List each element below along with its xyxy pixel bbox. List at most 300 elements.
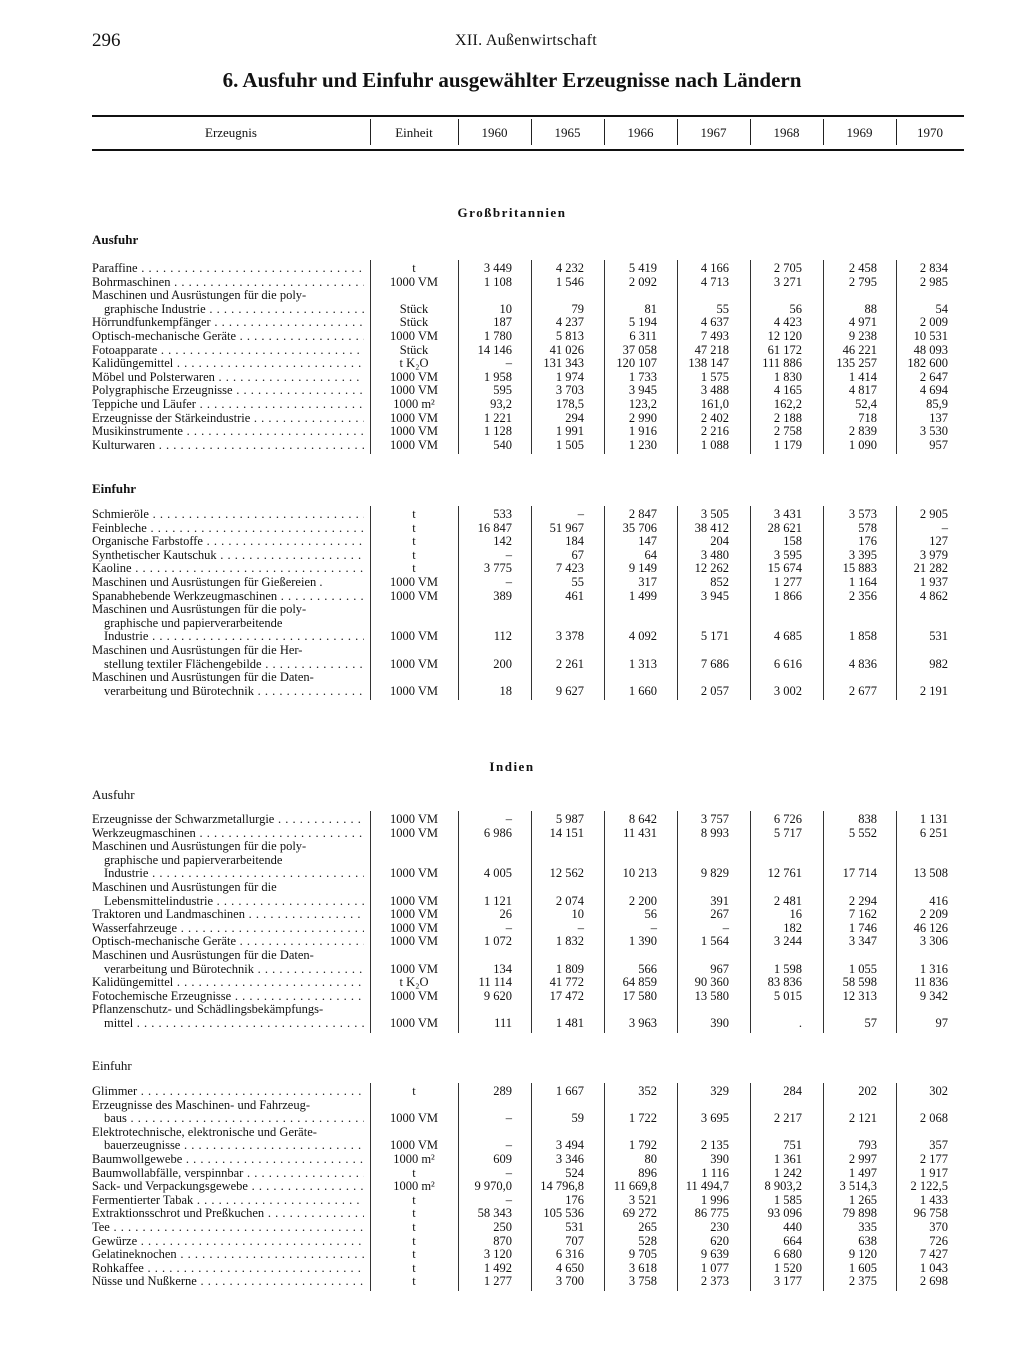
row-label-line: Feinbleche . . . bbox=[92, 522, 364, 536]
row-value: 147 bbox=[638, 534, 657, 549]
row-value: 2 905 bbox=[919, 507, 948, 521]
row-label-line: Baumwollgewebe . . . bbox=[92, 1153, 364, 1167]
column-divider bbox=[370, 1083, 371, 1291]
column-divider bbox=[823, 260, 824, 454]
row-value: 5 419 bbox=[628, 261, 657, 275]
column-divider bbox=[531, 506, 532, 700]
row-value: 37 058 bbox=[622, 342, 657, 357]
row-value: 2 074 bbox=[555, 893, 584, 908]
page-number: 296 bbox=[92, 30, 121, 51]
row-value: 56 bbox=[644, 907, 657, 922]
column-header-year: 1965 bbox=[554, 125, 581, 140]
row-value: 3 758 bbox=[628, 1274, 657, 1289]
row-value: 2 677 bbox=[848, 683, 877, 698]
row-value: 4 237 bbox=[555, 315, 584, 330]
table-row bbox=[92, 330, 964, 344]
row-value: 1 242 bbox=[773, 1165, 802, 1180]
row-value: 6 316 bbox=[555, 1247, 584, 1262]
row-value: 182 bbox=[783, 920, 802, 935]
row-value: 69 272 bbox=[622, 1206, 657, 1221]
row-value: 1 917 bbox=[919, 1165, 948, 1180]
row-value: 3 945 bbox=[700, 588, 729, 603]
row-value: 1 605 bbox=[848, 1260, 877, 1275]
row-value: 1 433 bbox=[919, 1192, 948, 1207]
row-value: 3 494 bbox=[555, 1138, 584, 1153]
column-divider bbox=[604, 260, 605, 454]
row-value: 61 172 bbox=[767, 342, 802, 357]
header-divider bbox=[677, 119, 678, 145]
row-unit: t bbox=[412, 1247, 416, 1262]
row-value: 88 bbox=[864, 301, 877, 316]
row-value: 3 505 bbox=[700, 507, 729, 521]
row-value: 6 680 bbox=[773, 1247, 802, 1262]
row-value: 357 bbox=[929, 1138, 948, 1153]
row-unit: 1000 VM bbox=[389, 410, 439, 425]
row-unit: 1000 VM bbox=[389, 629, 439, 644]
row-label bbox=[92, 412, 364, 426]
row-value: 4 005 bbox=[483, 866, 512, 881]
row-unit: Stück bbox=[399, 315, 429, 330]
row-label bbox=[92, 316, 364, 330]
row-value: 3 002 bbox=[773, 683, 802, 698]
row-unit: 1000 m² bbox=[393, 397, 435, 411]
row-value: 5 717 bbox=[773, 825, 802, 840]
column-divider bbox=[458, 506, 459, 700]
row-value: 200 bbox=[493, 656, 512, 671]
row-unit: t bbox=[412, 1274, 416, 1289]
row-unit: 1000 VM bbox=[389, 383, 439, 398]
row-value: 1 830 bbox=[773, 369, 802, 384]
row-unit: t K₂O bbox=[399, 356, 429, 371]
row-label-line: Traktoren und Landmaschinen . . . bbox=[92, 908, 364, 922]
table-row bbox=[92, 1275, 964, 1289]
row-label-line: Maschinen und Ausrüstungen für Gießereien . bbox=[92, 576, 323, 589]
row-label bbox=[92, 881, 364, 908]
row-value: 2 705 bbox=[773, 261, 802, 275]
row-value: 335 bbox=[858, 1220, 877, 1234]
row-value: 1 179 bbox=[773, 437, 802, 452]
row-value: 10 bbox=[499, 301, 512, 316]
row-value: 707 bbox=[565, 1233, 584, 1248]
column-divider bbox=[896, 260, 897, 454]
row-value: 18 bbox=[499, 683, 512, 698]
table-row bbox=[92, 1167, 964, 1181]
row-label-line: Baumwollabfälle, verspinnbar . . . bbox=[92, 1167, 364, 1181]
row-value: 1 316 bbox=[919, 961, 948, 976]
table-row bbox=[92, 840, 964, 881]
row-value: 9 829 bbox=[700, 866, 729, 881]
column-divider bbox=[531, 1083, 532, 1291]
column-divider bbox=[458, 811, 459, 1033]
row-label bbox=[92, 289, 364, 316]
row-value: 2 847 bbox=[628, 507, 657, 521]
row-value: 10 531 bbox=[913, 329, 948, 343]
row-unit: t bbox=[412, 1206, 416, 1221]
row-value: 1 072 bbox=[483, 934, 512, 949]
row-unit: 1000 VM bbox=[389, 825, 439, 840]
row-value: 1 390 bbox=[628, 934, 657, 949]
row-value: 6 616 bbox=[773, 656, 802, 671]
row-value: – bbox=[577, 507, 584, 521]
row-value: 1 916 bbox=[628, 424, 657, 439]
row-unit: 1000 VM bbox=[389, 424, 439, 439]
row-value: 93,2 bbox=[490, 397, 512, 411]
table-row bbox=[92, 1262, 964, 1276]
row-value: 1 361 bbox=[773, 1152, 802, 1166]
row-value: 3 271 bbox=[773, 274, 802, 289]
header-divider bbox=[750, 119, 751, 145]
column-divider bbox=[677, 1083, 678, 1291]
table-row bbox=[92, 813, 964, 827]
row-value: 1 108 bbox=[483, 274, 512, 289]
row-unit: 1000 VM bbox=[389, 683, 439, 698]
row-unit: 1000 VM bbox=[389, 934, 439, 949]
row-value: 85,9 bbox=[926, 397, 948, 411]
row-value: 967 bbox=[710, 961, 729, 976]
header-divider bbox=[370, 119, 371, 145]
row-label-line: Wasserfahrzeuge . . . bbox=[92, 922, 364, 936]
row-value: 1 481 bbox=[555, 1015, 584, 1030]
row-value: 176 bbox=[565, 1192, 584, 1207]
row-label bbox=[92, 439, 364, 453]
row-value: 1 088 bbox=[700, 437, 729, 452]
row-value: 1 090 bbox=[848, 437, 877, 452]
row-value: 1 937 bbox=[919, 575, 948, 589]
row-value: 1 809 bbox=[555, 961, 584, 976]
row-unit: t bbox=[412, 1233, 416, 1248]
row-value: 250 bbox=[493, 1220, 512, 1234]
row-value: 391 bbox=[710, 893, 729, 908]
row-value: 187 bbox=[493, 315, 512, 330]
row-value: 2 122,5 bbox=[910, 1179, 948, 1194]
row-value: 265 bbox=[638, 1220, 657, 1234]
row-value: 2 261 bbox=[555, 656, 584, 671]
row-unit: 1000 VM bbox=[389, 437, 439, 452]
row-label-line: Maschinen und Ausrüstungen für die poly- bbox=[92, 289, 307, 303]
row-value: 182 600 bbox=[907, 356, 948, 371]
table-title: 6. Ausfuhr und Einfuhr ausgewählter Erzeugnisse nach Ländern bbox=[222, 68, 802, 92]
row-label bbox=[92, 1248, 364, 1262]
row-value: 1 313 bbox=[628, 656, 657, 671]
row-value: 11 494,7 bbox=[685, 1179, 729, 1194]
row-value: 9 705 bbox=[628, 1247, 657, 1262]
column-divider bbox=[458, 1083, 459, 1291]
row-value: 7 686 bbox=[700, 656, 729, 671]
row-value: 79 bbox=[571, 301, 584, 316]
header-divider bbox=[531, 119, 532, 145]
row-label-line: Maschinen und Ausrüstungen für die poly- bbox=[92, 603, 307, 617]
row-label-line: Polygraphische Erzeugnisse . . . bbox=[92, 384, 364, 398]
row-value: 9 238 bbox=[848, 329, 877, 343]
table-row bbox=[92, 535, 964, 549]
row-label-line: baus . . . bbox=[92, 1112, 364, 1126]
row-value: 751 bbox=[783, 1138, 802, 1153]
row-value: – bbox=[505, 1138, 512, 1153]
row-label-line: Maschinen und Ausrüstungen für die Daten- bbox=[92, 949, 314, 962]
column-divider bbox=[677, 506, 678, 700]
row-value: 56 bbox=[789, 301, 802, 316]
row-label-line: Fermentierter Tabak . . . bbox=[92, 1194, 364, 1208]
row-value: 440 bbox=[783, 1220, 802, 1234]
row-value: 14 151 bbox=[549, 825, 584, 840]
row-value: 1 858 bbox=[848, 629, 877, 644]
row-value: 1 958 bbox=[483, 369, 512, 384]
column-header-year: 1967 bbox=[700, 125, 727, 140]
row-label-line: Spanabhebende Werkzeugmaschinen . . . bbox=[92, 590, 364, 604]
table-row bbox=[92, 1099, 964, 1126]
row-unit: t bbox=[412, 507, 416, 521]
row-value: 7 493 bbox=[700, 329, 729, 343]
row-label bbox=[92, 535, 364, 549]
table-row bbox=[92, 1235, 964, 1249]
column-divider bbox=[750, 506, 751, 700]
row-value: 9 620 bbox=[483, 988, 512, 1003]
row-value: 1 131 bbox=[919, 812, 948, 826]
row-value: 3 595 bbox=[773, 547, 802, 562]
row-value: 1 996 bbox=[700, 1192, 729, 1207]
row-value: 131 343 bbox=[543, 356, 584, 371]
row-label bbox=[92, 562, 364, 576]
row-label bbox=[92, 840, 364, 881]
row-value: 1 277 bbox=[773, 575, 802, 589]
row-unit: 1000 VM bbox=[389, 329, 439, 343]
row-value: 3 695 bbox=[700, 1111, 729, 1126]
row-value: 204 bbox=[710, 534, 729, 549]
row-value: 2 698 bbox=[919, 1274, 948, 1289]
row-value: 59 bbox=[571, 1111, 584, 1126]
table-row bbox=[92, 1126, 964, 1153]
row-value: – bbox=[722, 920, 729, 935]
row-value: 726 bbox=[929, 1233, 948, 1248]
row-value: 3 775 bbox=[483, 561, 512, 576]
row-value: 2 209 bbox=[919, 907, 948, 922]
row-label-line: Teppiche und Läufer . . . bbox=[92, 398, 364, 412]
row-value: 17 580 bbox=[622, 988, 657, 1003]
row-label-line: Bohrmaschinen . . . bbox=[92, 276, 364, 290]
row-unit: 1000 VM bbox=[389, 961, 439, 976]
row-value: 1 991 bbox=[555, 424, 584, 439]
row-value: 54 bbox=[935, 301, 948, 316]
row-value: 3 945 bbox=[628, 383, 657, 398]
row-label-line: Paraffine . . . bbox=[92, 262, 364, 276]
row-value: 142 bbox=[493, 534, 512, 549]
row-label bbox=[92, 1167, 364, 1181]
row-value: 58 598 bbox=[842, 975, 877, 990]
row-label-line: Pflanzenschutz- und Schädlingsbekämpfungs- bbox=[92, 1003, 324, 1017]
row-value: 461 bbox=[565, 588, 584, 603]
row-value: 16 bbox=[789, 907, 802, 922]
row-value: 176 bbox=[858, 534, 877, 549]
row-value: 2 985 bbox=[919, 274, 948, 289]
column-divider bbox=[823, 506, 824, 700]
row-value: 3 347 bbox=[848, 934, 877, 949]
row-unit: t bbox=[412, 1220, 416, 1234]
row-value: 55 bbox=[716, 301, 729, 316]
row-label-line: Erzeugnisse der Stärkeindustrie . . . bbox=[92, 412, 364, 426]
row-label-line: Rohkaffee . . . bbox=[92, 1262, 364, 1276]
row-value: 1 564 bbox=[700, 934, 729, 949]
row-label-line: Gelatineknochen . . . bbox=[92, 1248, 364, 1262]
row-label-line: stellung textiler Flächengebilde . . . bbox=[92, 658, 364, 672]
row-value: 9 120 bbox=[848, 1247, 877, 1262]
column-divider bbox=[750, 260, 751, 454]
row-value: 1 660 bbox=[628, 683, 657, 698]
row-label-line: Lebensmittelindustrie . . . bbox=[92, 895, 364, 909]
row-value: 80 bbox=[644, 1152, 657, 1166]
row-value: 294 bbox=[565, 410, 584, 425]
row-label-line: Tee . . . bbox=[92, 1221, 364, 1235]
row-unit: 1000 VM bbox=[389, 920, 439, 935]
row-value: 5 194 bbox=[628, 315, 657, 330]
row-value: – bbox=[505, 1165, 512, 1180]
row-value: 2 990 bbox=[628, 410, 657, 425]
row-unit: t bbox=[412, 1084, 416, 1098]
row-value: 4 685 bbox=[773, 629, 802, 644]
row-value: 14 796,8 bbox=[540, 1179, 584, 1194]
row-value: 7 162 bbox=[848, 907, 877, 922]
row-value: 17 714 bbox=[842, 866, 877, 881]
table-row bbox=[92, 1194, 964, 1208]
row-value: 4 713 bbox=[700, 274, 729, 289]
row-value: 1 055 bbox=[848, 961, 877, 976]
row-value: – bbox=[505, 812, 512, 826]
row-value: 1 974 bbox=[555, 369, 584, 384]
row-label-line: Hörrundfunkempfänger . . . bbox=[92, 316, 364, 330]
row-value: 352 bbox=[638, 1084, 657, 1098]
row-value: 41 772 bbox=[549, 975, 584, 990]
table-row bbox=[92, 262, 964, 276]
row-value: 48 093 bbox=[913, 342, 948, 357]
row-value: 3 346 bbox=[555, 1152, 584, 1166]
row-value: – bbox=[505, 1111, 512, 1126]
row-unit: 1000 m² bbox=[393, 1179, 435, 1194]
row-value: 1 733 bbox=[628, 369, 657, 384]
row-value: 230 bbox=[710, 1220, 729, 1234]
row-value: 390 bbox=[710, 1152, 729, 1166]
row-label-line: Maschinen und Ausrüstungen für die Her- bbox=[92, 644, 303, 657]
table-row bbox=[92, 603, 964, 644]
row-value: 1 121 bbox=[483, 893, 512, 908]
row-label bbox=[92, 276, 364, 290]
row-unit: 1000 VM bbox=[389, 588, 439, 603]
table-row bbox=[92, 522, 964, 536]
row-label-line: verarbeitung und Bürotechnik . . . bbox=[92, 685, 364, 699]
row-value: 2 647 bbox=[919, 369, 948, 384]
row-value: 329 bbox=[710, 1084, 729, 1098]
row-value: 2 121 bbox=[848, 1111, 877, 1126]
row-label bbox=[92, 1099, 364, 1126]
row-value: 2 402 bbox=[700, 410, 729, 425]
row-value: 12 761 bbox=[767, 866, 802, 881]
row-value: 127 bbox=[929, 534, 948, 549]
column-divider bbox=[370, 260, 371, 454]
row-label bbox=[92, 508, 364, 522]
column-header-einheit: Einheit bbox=[395, 125, 433, 140]
table-row bbox=[92, 1003, 964, 1030]
row-value: 3 306 bbox=[919, 934, 948, 949]
row-label-line: Sack- und Verpackungsgewebe . . . bbox=[92, 1180, 364, 1194]
row-unit: t bbox=[412, 1192, 416, 1207]
row-value: 3 979 bbox=[919, 547, 948, 562]
row-value: 6 726 bbox=[773, 812, 802, 826]
row-unit: t bbox=[412, 547, 416, 562]
row-value: 4 836 bbox=[848, 656, 877, 671]
column-header-erzeugnis: Erzeugnis bbox=[205, 125, 257, 140]
row-label-line: graphische Industrie . . . bbox=[92, 303, 364, 317]
row-value: 4 862 bbox=[919, 588, 948, 603]
row-value: 638 bbox=[858, 1233, 877, 1248]
row-label-line: Kaoline . . . bbox=[92, 562, 364, 576]
row-value: 870 bbox=[493, 1233, 512, 1248]
table-row bbox=[92, 276, 964, 290]
row-unit: 1000 VM bbox=[389, 812, 439, 826]
row-label bbox=[92, 344, 364, 358]
row-value: 97 bbox=[935, 1015, 948, 1030]
row-unit: t bbox=[412, 534, 416, 549]
header-divider bbox=[896, 119, 897, 145]
row-value: 718 bbox=[858, 410, 877, 425]
row-value: 1 164 bbox=[848, 575, 877, 589]
table-row bbox=[92, 881, 964, 908]
country-heading: Großbritannien bbox=[457, 205, 567, 220]
row-value: 6 986 bbox=[483, 825, 512, 840]
row-label-line: Erzeugnisse der Schwarzmetallurgie . . . bbox=[92, 813, 364, 827]
row-value: 4 232 bbox=[555, 261, 584, 275]
column-divider bbox=[531, 260, 532, 454]
row-value: 1 499 bbox=[628, 588, 657, 603]
row-value: 137 bbox=[929, 410, 948, 425]
row-value: 105 536 bbox=[543, 1206, 584, 1221]
row-label bbox=[92, 1275, 364, 1289]
table-row bbox=[92, 1153, 964, 1167]
row-value: 3 700 bbox=[555, 1274, 584, 1289]
row-value: 578 bbox=[858, 520, 877, 535]
row-value: 2 057 bbox=[700, 683, 729, 698]
table-row bbox=[92, 671, 964, 698]
table-row bbox=[92, 949, 964, 976]
row-value: 12 313 bbox=[842, 988, 877, 1003]
row-label bbox=[92, 671, 364, 698]
row-label bbox=[92, 262, 364, 276]
row-value: 4 165 bbox=[773, 383, 802, 398]
row-value: 1 505 bbox=[555, 437, 584, 452]
row-value: – bbox=[505, 575, 512, 589]
table-row bbox=[92, 508, 964, 522]
row-value: 90 360 bbox=[694, 975, 729, 990]
column-divider bbox=[750, 811, 751, 1033]
row-label bbox=[92, 922, 364, 936]
table-row bbox=[92, 439, 964, 453]
table-row bbox=[92, 1221, 964, 1235]
row-value: 1 265 bbox=[848, 1192, 877, 1207]
row-label bbox=[92, 398, 364, 412]
row-value: 2 294 bbox=[848, 893, 877, 908]
row-value: 12 120 bbox=[767, 329, 802, 343]
row-value: 28 621 bbox=[767, 520, 802, 535]
row-value: 2 839 bbox=[848, 424, 877, 439]
row-value: 982 bbox=[929, 656, 948, 671]
column-divider bbox=[750, 1083, 751, 1291]
row-unit: t K₂O bbox=[399, 975, 429, 990]
row-label-line: Industrie . . . bbox=[92, 867, 364, 881]
row-value: 10 bbox=[571, 907, 584, 922]
row-value: 2 997 bbox=[848, 1152, 877, 1166]
row-value: 416 bbox=[929, 893, 948, 908]
row-value: 93 096 bbox=[767, 1206, 802, 1221]
row-value: 9 342 bbox=[919, 988, 948, 1003]
group-heading: Ausfuhr bbox=[92, 232, 139, 247]
row-value: 1 722 bbox=[628, 1111, 657, 1126]
